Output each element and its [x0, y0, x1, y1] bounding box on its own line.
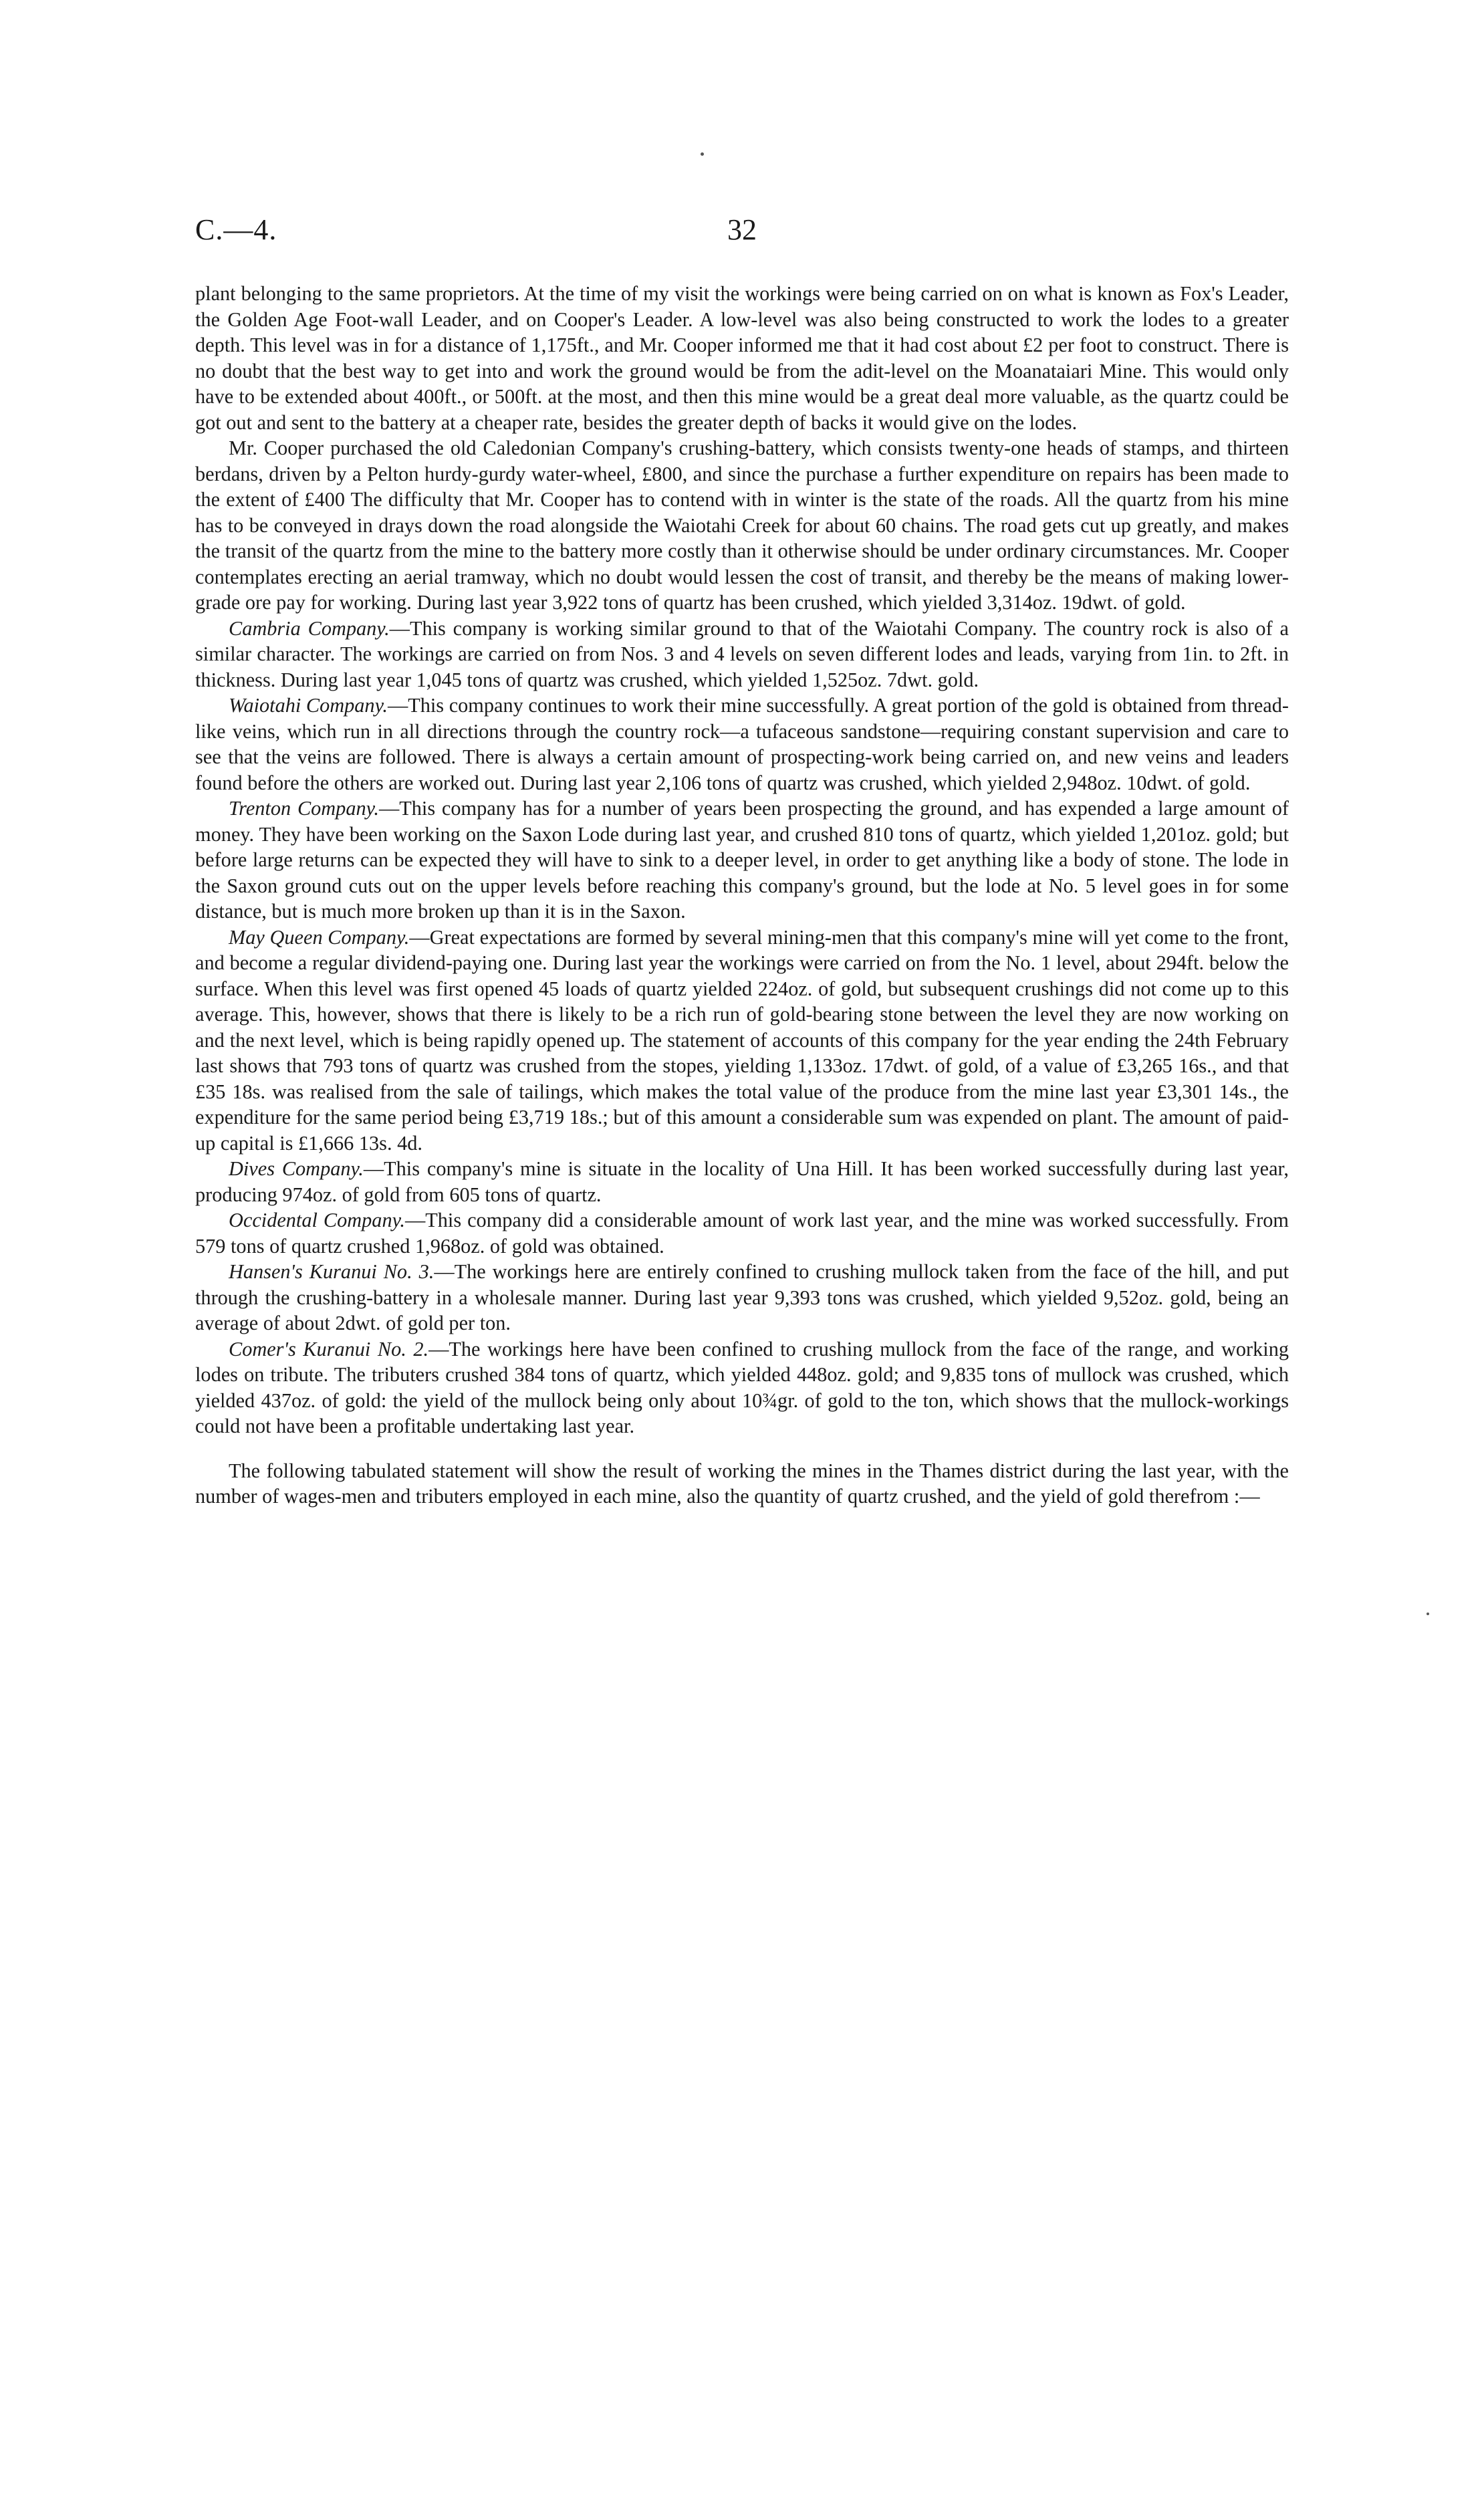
- paragraph-may-queen-company: [195, 925, 1289, 1157]
- company-name: Comer's Kuranui No. 2.: [229, 1337, 429, 1360]
- company-name: May Queen Company.: [229, 925, 410, 949]
- company-name: Dives Company.: [229, 1157, 364, 1180]
- paragraph-text: —Great expectations are formed by several mining-men that this company's mine will yet come to the front, and become a regular dividend-paying one. During last year the workings were carried on from the No. 1 level, about 294ft. below the surface. When this level was first opened 45 loads of quartz yielded 224oz. of gold, but subsequent crushings did not come up to this average. This, however, shows that there is likely to be a rich run of gold-bearing stone between the level they are now working on and the next level, which is being rapidly opened up. The statement of accounts of this company for the year ending the 24th February last shows that 793 tons of quartz was crushed from the stopes, yielding 1,133oz. 17dwt. of gold, of a value of £3,265 16s., and that £35 18s. was realised from the sale of tailings, which makes the total value of the produce from the mine last year £3,301 14s., the expenditure for the same period being £3,719 18s.; but of this amount a considerable sum was expended on plant. The amount of paid-up capital is £1,666 13s. 4d.: [195, 925, 1289, 1155]
- paragraph-caledonian-battery: [195, 435, 1289, 616]
- paragraph-text: plant belonging to the same proprietors. At the time of my visit the workings were being carried on on what is known as Fox's Leader, the Golden Age Foot-wall Leader, and on Cooper's Leader. A low-level was also being constructed to work the lodes to a greater depth. This level was in for a distance of 1,175ft., and Mr. Cooper informed me that it had cost about £2 per foot to construct. There is no doubt that the best way to get into and work the ground would be from the adit-level on the Moanataiari Mine. This would only have to be extended about 400ft., or 500ft. at the most, and then this mine would be a great deal more valuable, as the quartz could be got out and sent to the battery at a cheaper rate, besides the greater depth of backs it would give on the lodes.: [195, 282, 1289, 434]
- page-number: 32: [727, 213, 757, 246]
- paragraph-cambria-company: [195, 616, 1289, 693]
- paragraph-trenton-company: [195, 796, 1289, 925]
- paragraph-text: Mr. Cooper purchased the old Caledonian Company's crushing-battery, which consists twenty-one heads of stamps, and thirteen berdans, driven by a Pelton hurdy-gurdy water-wheel, £800, and since the purchase a further expenditure on repairs has been made to the extent of £400 The difficulty that Mr. Cooper has to contend with in winter is the state of the roads. All the quartz from his mine has to be conveyed in drays down the road alongside the Waiotahi Creek for about 60 chains. The road gets cut up greatly, and makes the transit of the quartz from the mine to the battery more costly than it otherwise should be under ordinary circumstances. Mr. Cooper contemplates erecting an aerial tramway, which no doubt would lessen the cost of transit, and thereby be the means of making lower-grade ore pay for working. During last year 3,922 tons of quartz has been crushed, which yielded 3,314oz. 19dwt. of gold.: [195, 437, 1289, 614]
- scan-speck: [701, 152, 704, 156]
- company-name: Cambria Company.: [229, 616, 390, 640]
- paragraph-text: —This company has for a number of years been prospecting the ground, and has expended a large amount of money. They have been working on the Saxon Lode during last year, and crushed 810 tons of quartz, which yielded 1,201oz. gold; but before large returns can be expected they will have to sink to a deeper level, in order to get anything like a body of stone. The lode in the Saxon ground cuts out on the upper levels before reaching this company's ground, but the lode at No. 5 level goes in for some distance, but is much more broken up than it is in the Saxon.: [195, 797, 1289, 923]
- paragraph-text: The following tabulated statement will show the result of working the mines in the Thames district during the last year, with the number of wages-men and tributers employed in each mine, also the quantity of quartz crushed, and the yield of gold therefrom :—: [195, 1459, 1289, 1508]
- body-text: [195, 281, 1289, 1510]
- page-header: [195, 213, 1289, 253]
- scan-speck: [1427, 1613, 1429, 1615]
- paragraph-continuation: [195, 281, 1289, 435]
- paragraph-tabulated-statement-intro: [195, 1458, 1289, 1510]
- paragraph-comers-kuranui-no-2: [195, 1336, 1289, 1439]
- paragraph-text: —This company's mine is situate in the locality of Una Hill. It has been worked successfully during last year, producing 974oz. of gold from 605 tons of quartz.: [195, 1157, 1289, 1206]
- company-name: Trenton Company.: [229, 797, 379, 820]
- paragraph-text: —This company continues to work their mine successfully. A great portion of the gold is obtained from thread-like veins, which run in all directions through the country rock—a tufaceous sandstone—requiring constant supervision and care to see that the veins are followed. There is always a certain amount of prospecting-work being carried on, and new veins and leaders found before the others are worked out. During last year 2,106 tons of quartz was crushed, which yielded 2,948oz. 10dwt. of gold.: [195, 694, 1289, 794]
- paragraph-text: —This company did a considerable amount of work last year, and the mine was worked successfully. From 579 tons of quartz crushed 1,968oz. of gold was obtained.: [195, 1209, 1289, 1258]
- paragraph-text: —The workings here are entirely confined to crushing mullock taken from the face of the hill, and put through the crushing-battery in a wholesale manner. During last year 9,393 tons was crushed, which yielded 9,52oz. gold, being an average of about 2dwt. of gold per ton.: [195, 1260, 1289, 1334]
- paragraph-hansens-kuranui-no-3: [195, 1259, 1289, 1336]
- paragraph-occidental-company: [195, 1207, 1289, 1259]
- company-name: Occidental Company.: [229, 1209, 405, 1231]
- paragraph-dives-company: [195, 1156, 1289, 1207]
- company-name: Hansen's Kuranui No. 3.: [229, 1260, 435, 1283]
- paragraph-text: —This company is working similar ground to that of the Waiotahi Company. The country rock is also of a similar character. The workings are carried on from Nos. 3 and 4 levels on seven different lodes and leads, varying from 1in. to 2ft. in thickness. During last year 1,045 tons of quartz was crushed, which yielded 1,525oz. 7dwt. gold.: [195, 616, 1289, 691]
- paragraph-text: —The workings here have been confined to crushing mullock from the face of the range, and working lodes on tribute. The tributers crushed 384 tons of quartz, which yielded 448oz. gold; and 9,835 tons of mullock was crushed, which yielded 437oz. of gold: the yield of the mullock being only about 10¾gr. of gold to the ton, which shows that the mullock-workings could not have been a profitable undertaking last year.: [195, 1337, 1289, 1437]
- paragraph-waiotahi-company: [195, 693, 1289, 796]
- document-reference: C.—4.: [195, 213, 277, 246]
- company-name: Waiotahi Company.: [229, 694, 388, 717]
